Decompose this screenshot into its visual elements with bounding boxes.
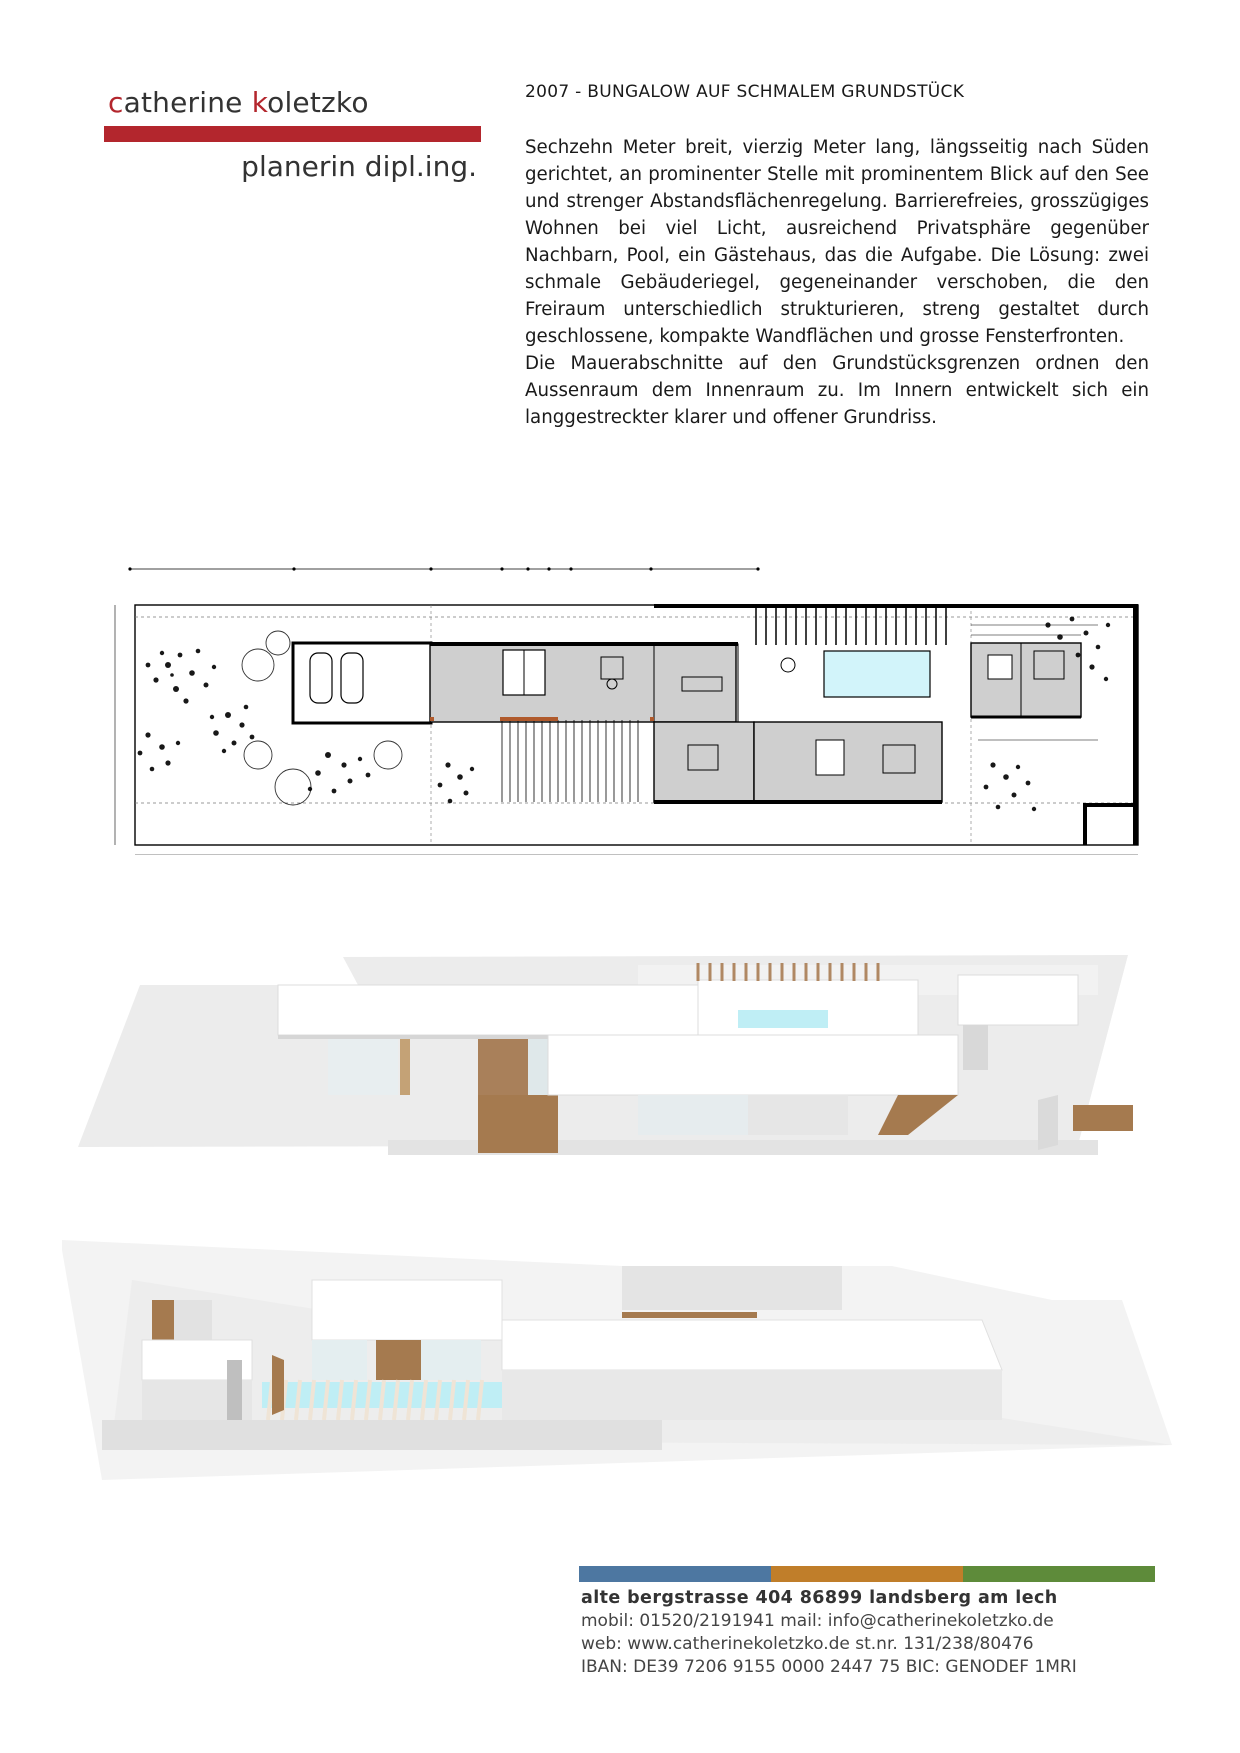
brand-name	[108, 86, 369, 119]
isometric-rendering-2	[62, 1240, 1182, 1480]
footer-contact	[581, 1587, 1077, 1679]
footer-bar-green	[963, 1566, 1155, 1582]
footer-phone-mail: mobil: 01520/2191941 mail: info@catherinekoletzko.de	[581, 1611, 1054, 1631]
brand-subtitle: planerin dipl.ing.	[241, 150, 477, 183]
footer-color-bar	[579, 1566, 1155, 1582]
isometric-rendering-1	[78, 955, 1168, 1170]
project-title: 2007 - BUNGALOW AUF SCHMALEM GRUNDSTÜCK	[525, 82, 965, 102]
footer-bank: IBAN: DE39 7206 9155 0000 2447 75 BIC: GENODEF 1MRI	[581, 1657, 1077, 1677]
brand-initial-c: c	[108, 86, 124, 119]
brand-first-name: atherine	[123, 86, 252, 119]
footer-bar-blue	[579, 1566, 771, 1582]
footer-address: alte bergstrasse 404 86899 landsberg am lech	[581, 1588, 1058, 1608]
brand-red-bar	[104, 126, 481, 142]
description-paragraph-1: Sechzehn Meter breit, vierzig Meter lang, längsseitig nach Süden gerichtet, an prominenter Stelle mit prominentem Blick auf den See und strenger Abstandsflächenregelung. Barrierefreies, grosszügiges Wohnen bei viel Licht, ausreichend Privatsphäre gegenüber Nachbarn, Pool, ein Gästehaus, das die Aufgabe. Die Lösung: zwei schmale Gebäuderiegel, gegeneinander verschoben, die den Freiraum unterschiedlich strukturieren, streng gestaltet durch geschlossene, kompakte Wandflächen und grosse Fensterfronten.	[525, 137, 1149, 347]
description-paragraph-2: Die Mauerabschnitte auf den Grundstücksgrenzen ordnen den Aussenraum dem Innenraum zu. Im Innern entwickelt sich ein langgestreckter klarer und offener Grundriss.	[525, 353, 1149, 428]
project-description	[525, 134, 1149, 431]
footer-web-tax: web: www.catherinekoletzko.de st.nr. 131/238/80476	[581, 1634, 1034, 1654]
brand-last-name: oletzko	[267, 86, 369, 119]
brand-initial-k: k	[251, 86, 268, 119]
floor-plan-drawing	[88, 555, 1148, 855]
footer-bar-orange	[771, 1566, 963, 1582]
